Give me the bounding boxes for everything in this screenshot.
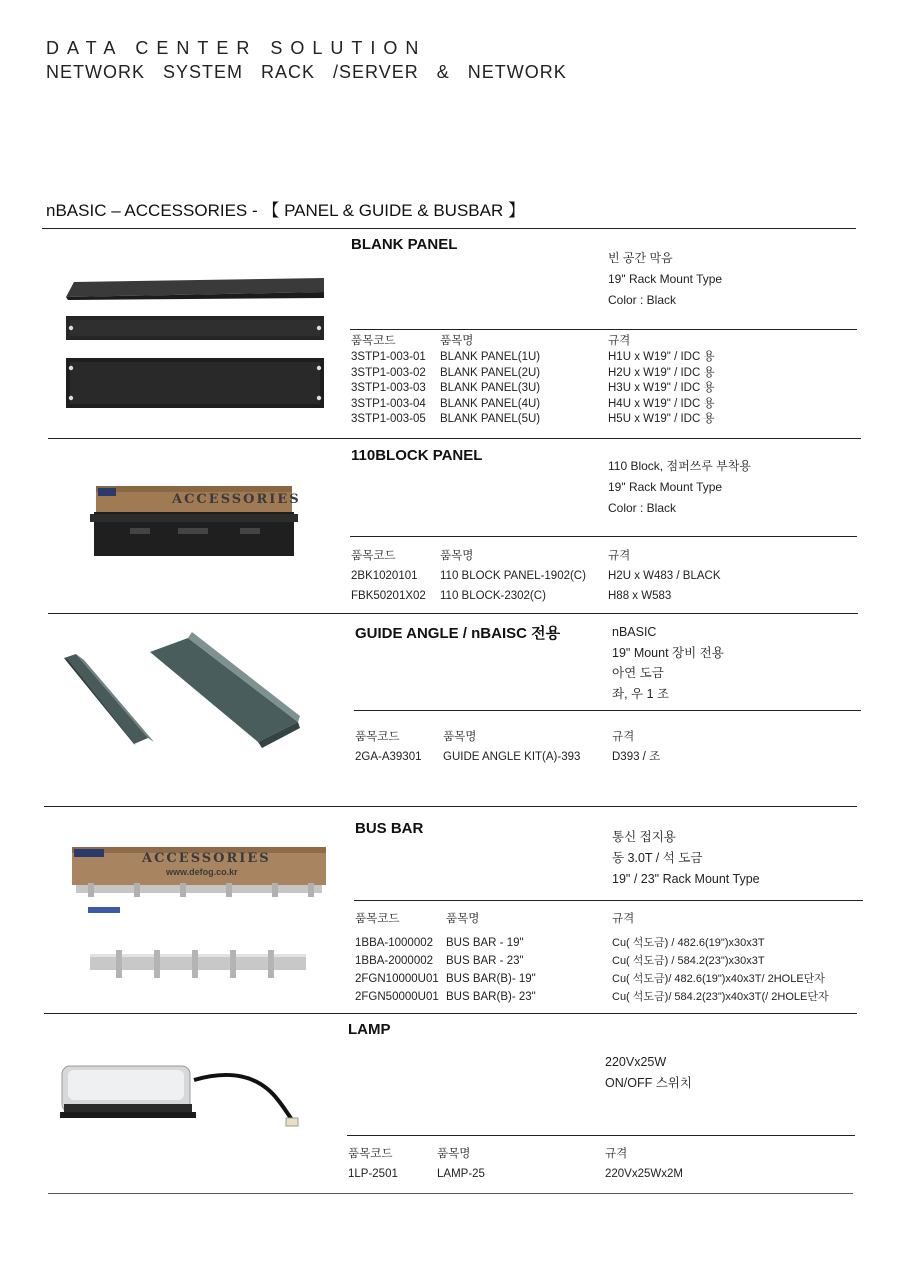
table-cell: BLANK PANEL(5U) xyxy=(440,413,541,425)
table-cell: BUS BAR - 23" xyxy=(446,955,524,967)
col-head-name: 품목명 xyxy=(440,335,474,347)
table-cell: 2BK1020101 xyxy=(351,570,418,582)
desc-line: 통신 접지용 xyxy=(612,830,676,844)
box-label: ACCESSORIES xyxy=(172,492,301,507)
spec-column xyxy=(612,934,829,1006)
table-cell: H5U x W19" / IDC 용 xyxy=(608,413,715,425)
col-head-code: 품목코드 xyxy=(355,731,400,743)
table-cell: 2GA-A39301 xyxy=(355,751,422,763)
spec-column xyxy=(608,350,715,428)
code-column xyxy=(348,1167,398,1183)
col-head-name: 품목명 xyxy=(440,550,474,562)
table-cell: 220Vx25Wx2M xyxy=(605,1168,683,1180)
page-title: nBASIC – ACCESSORIES - 【 PANEL & GUIDE & BUSBAR 】 xyxy=(46,201,525,220)
product-name-bus-bar: BUS BAR xyxy=(355,820,424,837)
table-divider xyxy=(350,329,857,330)
table-cell: 3STP1-003-01 xyxy=(351,351,426,363)
table-cell: BUS BAR - 19" xyxy=(446,937,524,949)
table-divider xyxy=(347,1135,855,1136)
table-cell: BLANK PANEL(1U) xyxy=(440,351,541,363)
col-head-code: 품목코드 xyxy=(355,913,400,925)
table-cell: Cu( 석도금) / 584.2(23")x30x3T xyxy=(612,955,765,967)
desc-line: 220Vx25W xyxy=(605,1055,667,1069)
product-desc-blank-panel xyxy=(608,248,722,311)
table-cell: BUS BAR(B)- 23" xyxy=(446,991,536,1003)
bus-bar-image xyxy=(88,948,308,982)
desc-line: 19" / 23" Rack Mount Type xyxy=(612,872,760,886)
col-head-spec: 규격 xyxy=(608,335,631,347)
table-cell: GUIDE ANGLE KIT(A)-393 xyxy=(443,751,581,763)
table-cell: BLANK PANEL(3U) xyxy=(440,382,541,394)
table-cell: D393 / 조 xyxy=(612,751,661,763)
section-divider xyxy=(44,1013,857,1014)
product-name-blank-panel: BLANK PANEL xyxy=(351,236,458,253)
brand-line-2: NETWORK SYSTEM RACK /SERVER & NETWORK xyxy=(46,62,567,82)
product-desc-110block-panel xyxy=(608,456,751,519)
table-cell: H1U x W19" / IDC 용 xyxy=(608,351,715,363)
divider xyxy=(42,228,856,229)
spec-column xyxy=(608,566,720,606)
table-cell: H2U x W483 / BLACK xyxy=(608,570,721,582)
table-cell: LAMP-25 xyxy=(437,1168,485,1180)
table-cell: 3STP1-003-04 xyxy=(351,397,426,410)
desc-line: 아연 도금 xyxy=(612,666,664,680)
lamp-image xyxy=(58,1060,302,1130)
col-head-spec: 규격 xyxy=(612,913,635,925)
table-cell: 1BBA-1000002 xyxy=(355,937,434,949)
box-label: ACCESSORIES xyxy=(142,851,271,866)
desc-line: Color : Black xyxy=(608,501,677,515)
name-column xyxy=(440,566,586,606)
110block-panel-image xyxy=(84,482,306,560)
desc-line: 좌, 우 1 조 xyxy=(612,686,670,701)
name-column xyxy=(440,350,540,428)
name-column xyxy=(437,1167,485,1183)
table-divider xyxy=(350,536,857,537)
table-cell: BUS BAR(B)- 19" xyxy=(446,973,536,985)
section-divider xyxy=(48,1193,853,1194)
code-column xyxy=(351,350,426,428)
desc-line: 19" Mount 장비 전용 xyxy=(612,645,724,660)
desc-line: Color : Black xyxy=(608,293,677,307)
col-head-spec: 규격 xyxy=(608,550,631,562)
table-cell: Cu( 석도금)/ 584.2(23")x40x3T(/ 2HOLE단자 xyxy=(612,991,829,1003)
desc-line: 110 Block, 점퍼쓰루 부착용 xyxy=(608,459,751,473)
table-divider xyxy=(354,710,861,711)
product-name-110block-panel: 110BLOCK PANEL xyxy=(351,447,483,464)
code-column xyxy=(355,934,439,1006)
table-cell: Cu( 석도금)/ 482.6(19")x40x3T/ 2HOLE단자 xyxy=(612,973,825,985)
blank-panel-image xyxy=(62,272,330,412)
name-column xyxy=(443,750,580,766)
desc-line: 19" Rack Mount Type xyxy=(608,480,723,494)
brand-line-1: DATA CENTER SOLUTION xyxy=(46,38,427,58)
table-cell: 2FGN50000U01 xyxy=(355,991,439,1003)
desc-line: ON/OFF 스위치 xyxy=(605,1076,692,1090)
desc-line: nBASIC xyxy=(612,625,657,639)
product-desc-bus-bar xyxy=(612,827,760,890)
col-head-spec: 규격 xyxy=(605,1148,628,1160)
col-head-name: 품목명 xyxy=(437,1148,471,1160)
bus-bar-box-image xyxy=(70,845,328,915)
name-column xyxy=(446,934,536,1006)
code-column xyxy=(351,566,426,606)
section-divider xyxy=(44,806,857,807)
table-cell: BLANK PANEL(4U) xyxy=(440,397,541,410)
table-cell: H3U x W19" / IDC 용 xyxy=(608,382,715,394)
table-cell: 1LP-2501 xyxy=(348,1168,398,1180)
spec-column xyxy=(605,1167,683,1183)
table-cell: 110 BLOCK-2302(C) xyxy=(440,590,546,602)
product-desc-lamp xyxy=(605,1052,692,1094)
table-cell: 110 BLOCK PANEL-1902(C) xyxy=(440,570,586,582)
col-head-code: 품목코드 xyxy=(351,550,396,562)
table-cell: 3STP1-003-02 xyxy=(351,366,426,379)
product-name-lamp: LAMP xyxy=(348,1021,391,1038)
col-head-name: 품목명 xyxy=(443,731,477,743)
col-head-code: 품목코드 xyxy=(348,1148,393,1160)
product-name-guide-angle: GUIDE ANGLE / nBAISC 전용 xyxy=(355,625,561,642)
col-head-spec: 규격 xyxy=(612,731,635,743)
section-divider xyxy=(48,613,858,614)
col-head-code: 품목코드 xyxy=(351,335,396,347)
code-column xyxy=(355,750,422,766)
table-cell: FBK50201X02 xyxy=(351,590,426,602)
desc-line: 빈 공간 막음 xyxy=(608,251,673,265)
section-divider xyxy=(48,438,861,439)
table-cell: 1BBA-2000002 xyxy=(355,955,434,967)
desc-line: 동 3.0T / 석 도금 xyxy=(612,851,703,865)
guide-angle-image xyxy=(60,630,304,754)
spec-column xyxy=(612,750,660,766)
table-cell: 2FGN10000U01 xyxy=(355,973,439,985)
table-cell: H88 x W583 xyxy=(608,590,672,602)
product-desc-guide-angle xyxy=(612,622,724,704)
table-cell: H2U x W19" / IDC 용 xyxy=(608,366,715,379)
table-divider xyxy=(354,900,863,901)
table-cell: Cu( 석도금) / 482.6(19")x30x3T xyxy=(612,937,765,949)
desc-line: 19" Rack Mount Type xyxy=(608,272,723,286)
table-cell: 3STP1-003-05 xyxy=(351,413,426,425)
col-head-name: 품목명 xyxy=(446,913,480,925)
table-cell: BLANK PANEL(2U) xyxy=(440,366,541,379)
table-cell: H4U x W19" / IDC 용 xyxy=(608,397,715,410)
table-cell: 3STP1-003-03 xyxy=(351,382,426,394)
box-url: www.defog.co.kr xyxy=(166,867,238,877)
